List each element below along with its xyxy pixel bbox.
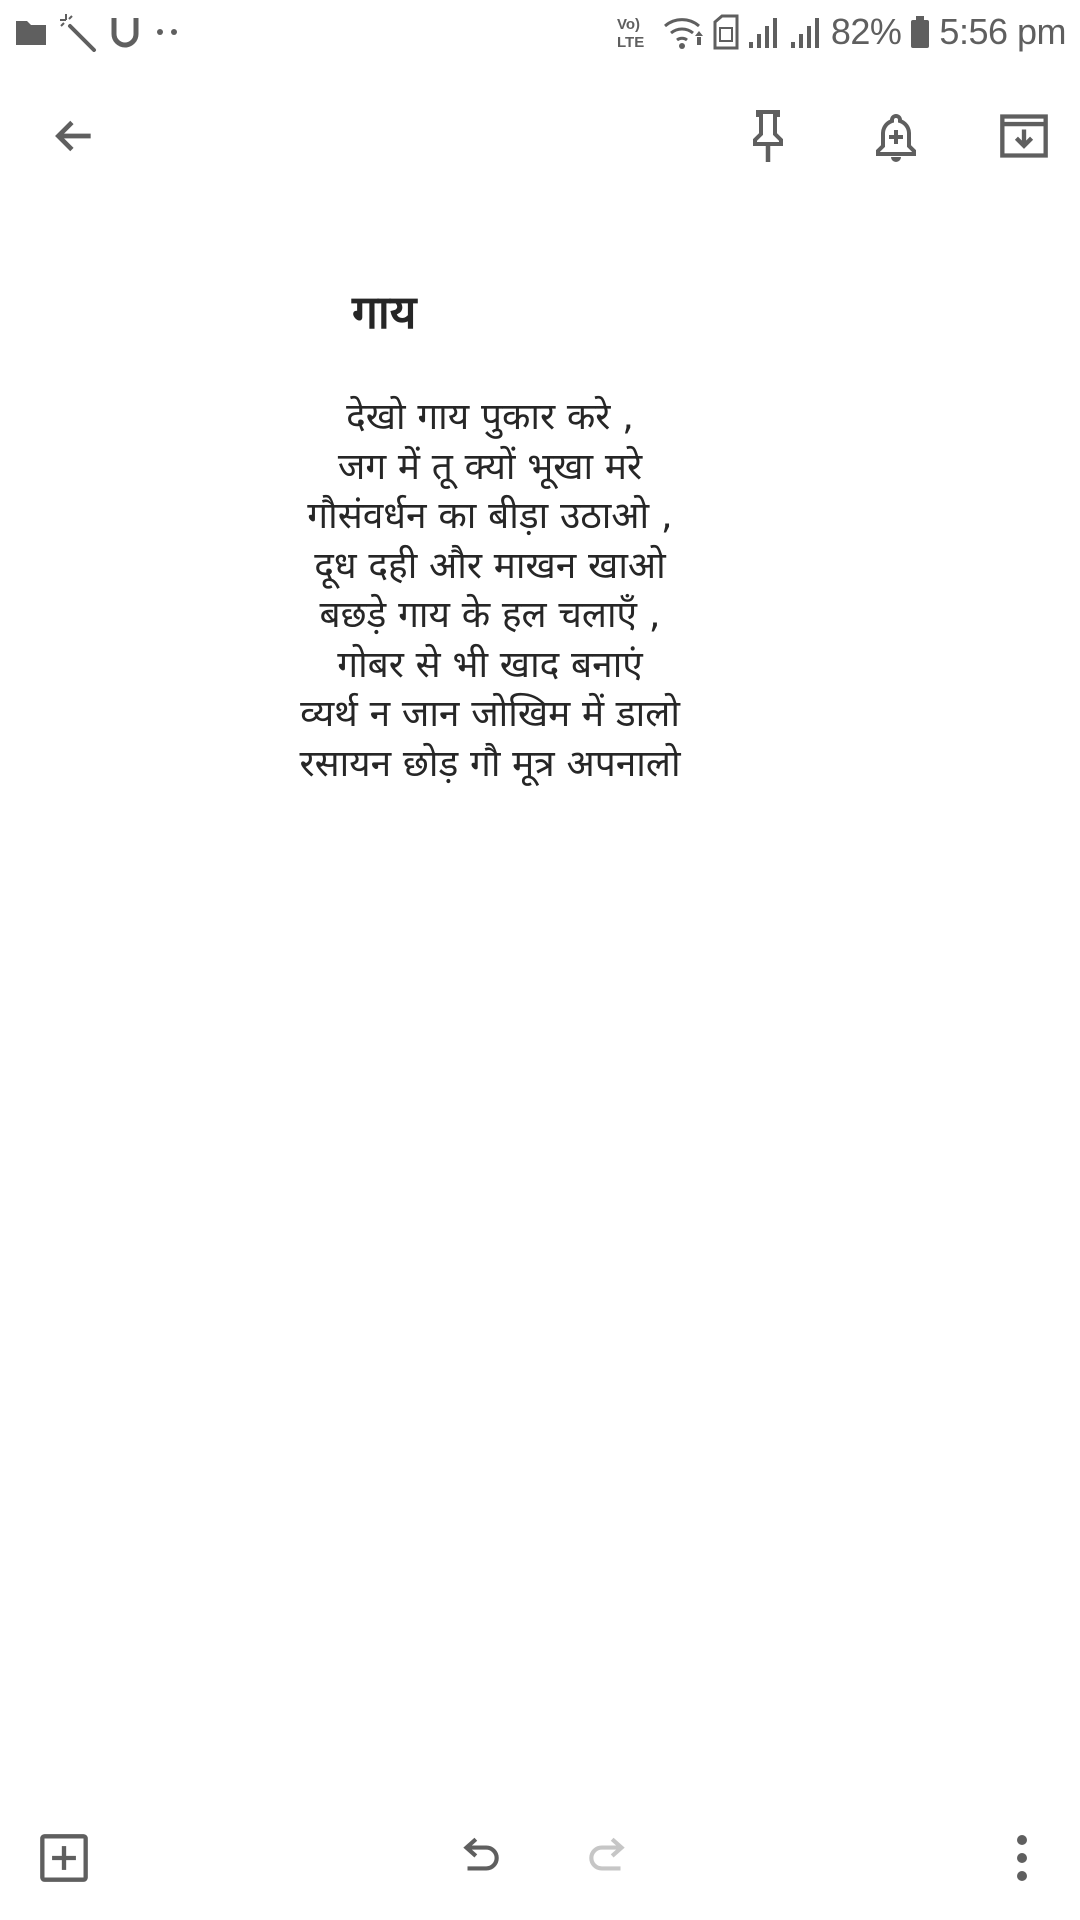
u-icon: [108, 14, 142, 50]
add-reminder-button[interactable]: [852, 94, 940, 182]
magic-wand-icon: [58, 12, 98, 52]
note-line: देखो गाय पुकार करे ,: [346, 395, 634, 438]
sim-icon: [713, 14, 739, 50]
signal-icon-2: [789, 14, 823, 50]
svg-text:LTE: LTE: [616, 34, 645, 51]
archive-button[interactable]: [980, 94, 1068, 182]
more-vert-icon: [1010, 1833, 1034, 1887]
battery-percent: 82%: [830, 11, 902, 52]
note-toolbar: [0, 78, 1080, 198]
bottom-toolbar: [0, 1820, 1080, 1920]
note-line: गौसंवर्धन का बीड़ा उठाओ ,: [307, 494, 673, 537]
clock: 5:56 pm: [939, 11, 1066, 52]
folder-icon: [14, 17, 48, 47]
pin-icon: [743, 108, 793, 168]
pin-button[interactable]: [724, 94, 812, 182]
note-line: गोबर से भी खाद बनाएं: [337, 642, 643, 686]
status-left-icons: [14, 10, 182, 54]
status-right-icons: [613, 8, 1066, 56]
volte-icon: [613, 12, 653, 52]
add-content-button[interactable]: [24, 1820, 104, 1900]
back-button[interactable]: [30, 94, 118, 182]
add-box-icon: [38, 1832, 90, 1888]
undo-button[interactable]: [440, 1820, 520, 1900]
more-dots-icon: [152, 22, 182, 42]
redo-icon: [583, 1833, 633, 1887]
battery-icon: [909, 14, 931, 50]
note-line: व्यर्थ न जान जोखिम में डालो: [300, 692, 680, 735]
wifi-icon: [661, 12, 705, 52]
redo-button[interactable]: [568, 1820, 648, 1900]
note-title[interactable]: गाय: [352, 285, 417, 339]
archive-icon: [998, 110, 1050, 166]
svg-text:Vo): Vo): [616, 16, 640, 33]
more-options-button[interactable]: [982, 1820, 1062, 1900]
note-line: बछड़े गाय के हल चलाएँ ,: [319, 593, 661, 636]
signal-icon: [747, 14, 781, 50]
undo-icon: [455, 1833, 505, 1887]
note-line: दूध दही और माखन खाओ: [314, 543, 666, 587]
back-arrow-icon: [49, 111, 99, 165]
note-line: जग में तू क्यों भूखा मरे: [337, 444, 643, 488]
note-body[interactable]: [240, 392, 740, 788]
status-bar: [0, 0, 1080, 64]
note-line: रसायन छोड़ गौ मूत्र अपनालो: [299, 741, 681, 785]
add-reminder-icon: [871, 108, 921, 168]
